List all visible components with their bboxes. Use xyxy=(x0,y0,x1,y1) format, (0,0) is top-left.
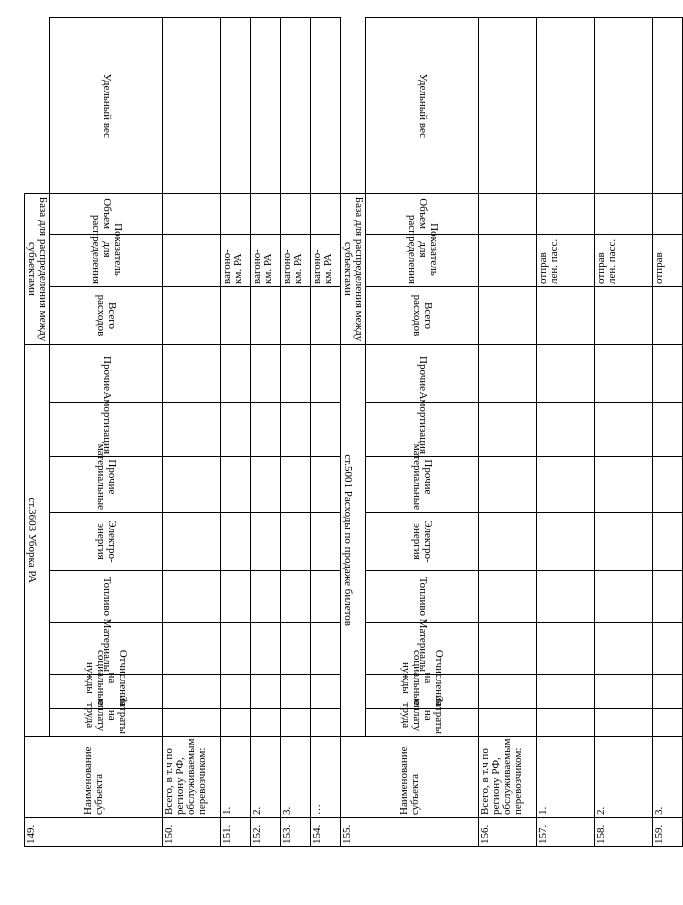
section1-header-row xyxy=(25,18,50,847)
row-number: 154. xyxy=(311,818,341,847)
table-row xyxy=(311,18,341,847)
row-number: 158. xyxy=(595,818,653,847)
col-labor: Затраты на оплату труда xyxy=(50,708,163,736)
row-number: 155. xyxy=(341,818,479,847)
col-other-materials: Прочие материальные xyxy=(366,456,479,512)
col-indicator: Показатель для распределения xyxy=(50,234,163,286)
subject-name: Всего, в т.ч по региону РФ, обслуживаемым перевозчиком: xyxy=(163,736,221,817)
subject-name-header: Наименование субъекта xyxy=(25,736,163,817)
basis-cell xyxy=(479,234,537,286)
col-fuel: Топливо xyxy=(366,570,479,622)
basis-cell: отправ xyxy=(653,234,683,286)
table-row xyxy=(479,18,537,847)
col-fuel: Топливо xyxy=(50,570,163,622)
col-amortization: Амортизация xyxy=(50,402,163,456)
section2-header-row xyxy=(341,18,366,847)
basis-cell: вагоно-км. РА xyxy=(281,234,311,286)
row-number: 157. xyxy=(537,818,595,847)
col-materials: Материалы xyxy=(50,622,163,674)
table-row xyxy=(163,18,221,847)
row-number: 149. xyxy=(25,818,163,847)
basis-cell: вагоно-км. РА xyxy=(221,234,251,286)
col-volume: Объем xyxy=(366,193,479,234)
col-social: Отчисления на социальные нужды xyxy=(50,674,163,708)
subject-name: Всего, в т.ч по региону РФ, обслуживаемым перевозчиком: xyxy=(479,736,537,817)
col-energy: Электро-энергия xyxy=(50,512,163,570)
table-row xyxy=(221,18,251,847)
col-share: Удельный вес xyxy=(50,18,163,194)
col-volume: Объем xyxy=(50,193,163,234)
document-sheet xyxy=(24,17,665,847)
col-indicator: Показатель для распределения xyxy=(366,234,479,286)
section1-title: ст.3603 Уборка РА xyxy=(25,344,50,736)
row-number: 159. xyxy=(653,818,683,847)
row-number: 151. xyxy=(221,818,251,847)
section1-column-headers xyxy=(50,18,163,847)
table-row xyxy=(281,18,311,847)
basis-cell: отправ лен. пасс. xyxy=(537,234,595,286)
col-total: Всего расходов xyxy=(50,286,163,344)
table-row xyxy=(595,18,653,847)
row-number: 152. xyxy=(251,818,281,847)
subject-name: … xyxy=(311,736,341,817)
section2-column-headers xyxy=(366,18,479,847)
col-other: Прочие xyxy=(50,344,163,402)
col-total: Всего расходов xyxy=(366,286,479,344)
col-amortization: Амортизация xyxy=(366,402,479,456)
table-row xyxy=(653,18,683,847)
basis-group-header: База для распределения между субъектами xyxy=(25,193,50,344)
subject-name: 2. xyxy=(595,736,653,817)
subject-name: 3. xyxy=(281,736,311,817)
basis-cell: вагоно-км. РА xyxy=(251,234,281,286)
cost-distribution-table xyxy=(24,17,683,847)
row-number: 156. xyxy=(479,818,537,847)
table-row xyxy=(537,18,595,847)
subject-name-header: Наименование субъекта xyxy=(341,736,479,817)
subject-name: 2. xyxy=(251,736,281,817)
section2-title: ст.5001 Расходы по продаже билетов xyxy=(341,344,366,736)
table-row xyxy=(251,18,281,847)
subject-name: 1. xyxy=(221,736,251,817)
row-number: 150. xyxy=(163,818,221,847)
col-social: Отчисления на социальные нужды xyxy=(366,674,479,708)
col-other: Прочие xyxy=(366,344,479,402)
subject-name: 1. xyxy=(537,736,595,817)
col-energy: Электро-энергия xyxy=(366,512,479,570)
basis-cell: отправ лен. пасс. xyxy=(595,234,653,286)
subject-name: 3. xyxy=(653,736,683,817)
col-other-materials: Прочие материальные xyxy=(50,456,163,512)
row-number: 153. xyxy=(281,818,311,847)
basis-group-header: База для распределения между субъектами xyxy=(341,193,366,344)
col-labor: Затраты на оплату труда xyxy=(366,708,479,736)
col-materials: Материалы xyxy=(366,622,479,674)
basis-cell xyxy=(163,234,221,286)
col-share: Удельный вес xyxy=(366,18,479,194)
basis-cell: вагоно-км. РА xyxy=(311,234,341,286)
